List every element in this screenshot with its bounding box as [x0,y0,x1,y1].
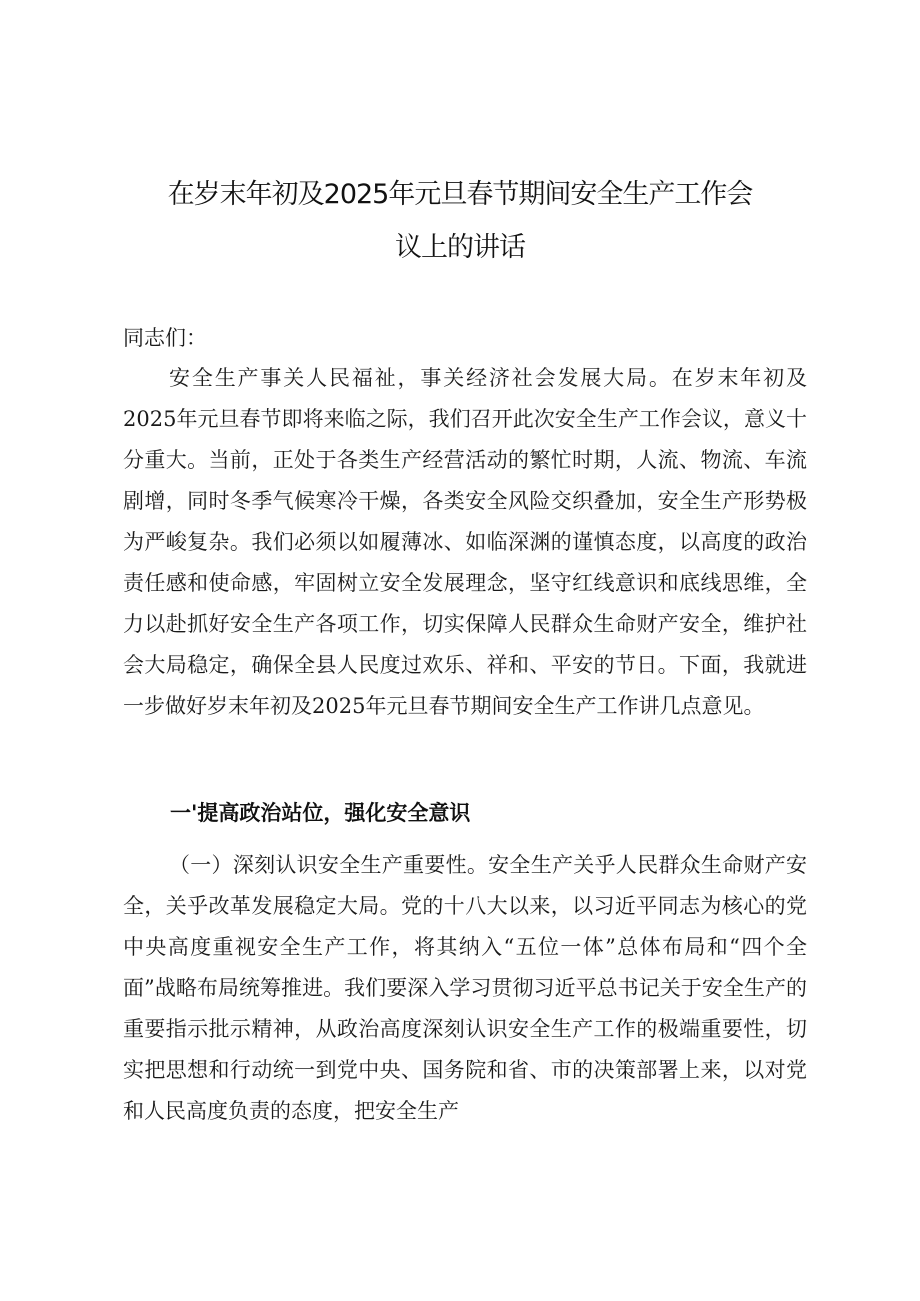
paragraph-intro: 安全生产事关人民福祉，事关经济社会发展大局。在岁末年初及2025年元旦春节即将来临之际，我们召开此次安全生产工作会议，意义十分重大。当前，正处于各类生产经营活动的繁忙时期，人流、物流、车流剧增，同时冬季气候寒冷干燥，各类安全风险交织叠加，安全生产形势极为严峻复杂。我们必须以如履薄冰、如临深渊的谨慎态度，以高度的政治责任感和使命感，牢固树立安全发展理念，坚守红线意识和底线思维，全力以赴抓好安全生产各项工作，切实保障人民群众生命财产安全，维护社会大局稳定，确保全县人民度过欢乐、祥和、平安的节日。下面，我就进一步做好岁末年初及2025年元旦春节期间安全生产工作讲几点意见。 [123,366,807,718]
salutation: 同志们： [123,326,207,350]
document-title-line-2: 议上的讲话 [395,232,525,263]
paragraph-section-1-1: （一）深刻认识安全生产重要性。安全生产关乎人民群众生命财产安全，关乎改革发展稳定大局。党的十八大以来，以习近平同志为核心的党中央高度重视安全生产工作，将其纳入“五位一体”总体布局和“四个全面”战略布局统筹推进。我们要深入学习贯彻习近平总书记关于安全生产的重要指示批示精神，从政治高度深刻认识安全生产工作的极端重要性，切实把思想和行动统一到党中央、国务院和省、市的决策部署上来，以对党和人民高度负责的态度，把安全生产 [123,853,807,1123]
document-title-line-1: 在岁末年初及2025年元旦春节期间安全生产工作会 [167,179,753,210]
section-heading-1: 一'提高政治站位，强化安全意识 [170,801,471,825]
